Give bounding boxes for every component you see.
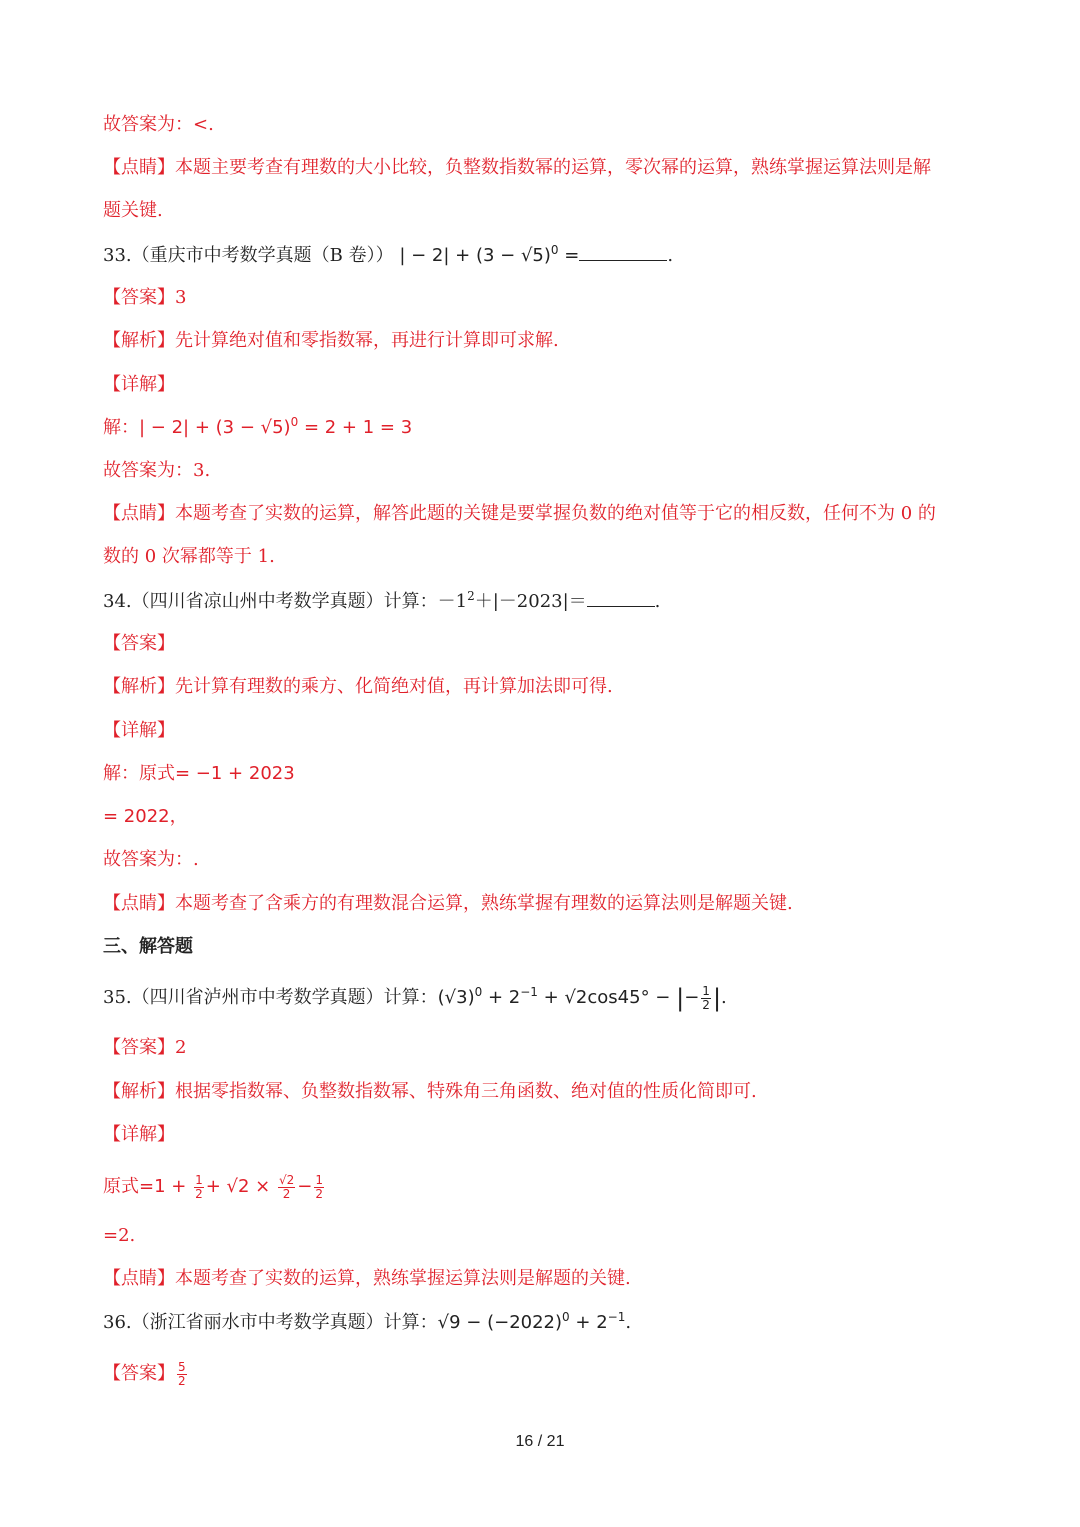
- comment-34: 【点睛】本题考查了含乘方的有理数混合运算，熟练掌握有理数的运算法则是解题关键.: [103, 893, 793, 914]
- question-33-expression: | − $2| + (3 - √5)^0$ =: [399, 243, 580, 266]
- solution-33: 解：| − $2| + (3 - √5)^0 = 2 + 1 = 3$: [103, 415, 413, 438]
- comment-tag: 【点睛】: [103, 157, 175, 178]
- solution-34-line2: = 2022，: [103, 806, 188, 827]
- question-33: 33.（重庆市中考数学真题（B 卷）） | − $2| + (3 - √5)^0$ = .: [103, 240, 1020, 270]
- question-34: 34.（四川省凉山州中考数学真题）计算：$-1^2+|-2023|=$ .: [103, 586, 1020, 616]
- comment-33-line1: 【点睛】本题考查了实数的运算，解答此题的关键是要掌握负数的绝对值等于它的相反数，任何不为 0 的: [103, 503, 936, 524]
- comment-33-line2: 数的 0 次幂都等于 1.: [103, 546, 275, 567]
- detail-tag-33: 【详解】: [103, 374, 175, 395]
- analysis-35: 【解析】根据零指数幂、负整数指数幂、特殊角三角函数、绝对值的性质化简即可.: [103, 1081, 757, 1102]
- answer-conclusion-34: 故答案为：.: [103, 849, 199, 870]
- section-heading: 三、解答题: [103, 936, 193, 957]
- answer-33: 【答案】3: [103, 287, 187, 308]
- answer-36: 【答案】 $\frac{5}{2}$: [103, 1359, 186, 1388]
- analysis-33: 【解析】先计算绝对值和零指数幂，再进行计算即可求解.: [103, 330, 559, 351]
- answer-blank: [579, 240, 667, 261]
- question-35: 35.（四川省泸州市中考数学真题）计算：$(√3)^0 + 2^{-1} + √2\cos 45^\circ$ − |− $\frac{1}{2}$ |.: [103, 983, 727, 1012]
- answer-conclusion-33: 故答案为：3.: [103, 460, 211, 481]
- comment-32-line2: 题关键.: [103, 200, 163, 221]
- comment-32-line1: 【点睛】本题主要考查有理数的大小比较，负整数指数幂的运算，零次幂的运算，熟练掌握运算法则是解: [103, 157, 931, 178]
- answer-35: 【答案】2: [103, 1037, 187, 1058]
- detail-tag-34: 【详解】: [103, 720, 175, 741]
- analysis-34: 【解析】先计算有理数的乘方、化简绝对值，再计算加法即可得.: [103, 676, 613, 697]
- solution-34-line1: 解：原式= −1 + 2023: [103, 763, 295, 784]
- solution-35-line2: =2.: [103, 1225, 136, 1246]
- solution-35-line1: 原式=1 + $\frac{1}{2}$ + √2 × $\frac{√2}{2}$ − $\frac{1}{2}$: [103, 1172, 323, 1201]
- answer-34: 【答案】: [103, 633, 175, 654]
- page-number: 16 / 21: [515, 1433, 565, 1450]
- detail-tag-35: 【详解】: [103, 1124, 175, 1145]
- answer-blank: [587, 586, 655, 607]
- answer-conclusion-32: 故答案为：<.: [103, 114, 214, 135]
- comment-35: 【点睛】本题考查了实数的运算，熟练掌握运算法则是解题的关键.: [103, 1268, 631, 1289]
- question-36: 36.（浙江省丽水市中考数学真题）计算：$√9 - (-2022)^0 + 2^{-1}$.: [103, 1310, 632, 1333]
